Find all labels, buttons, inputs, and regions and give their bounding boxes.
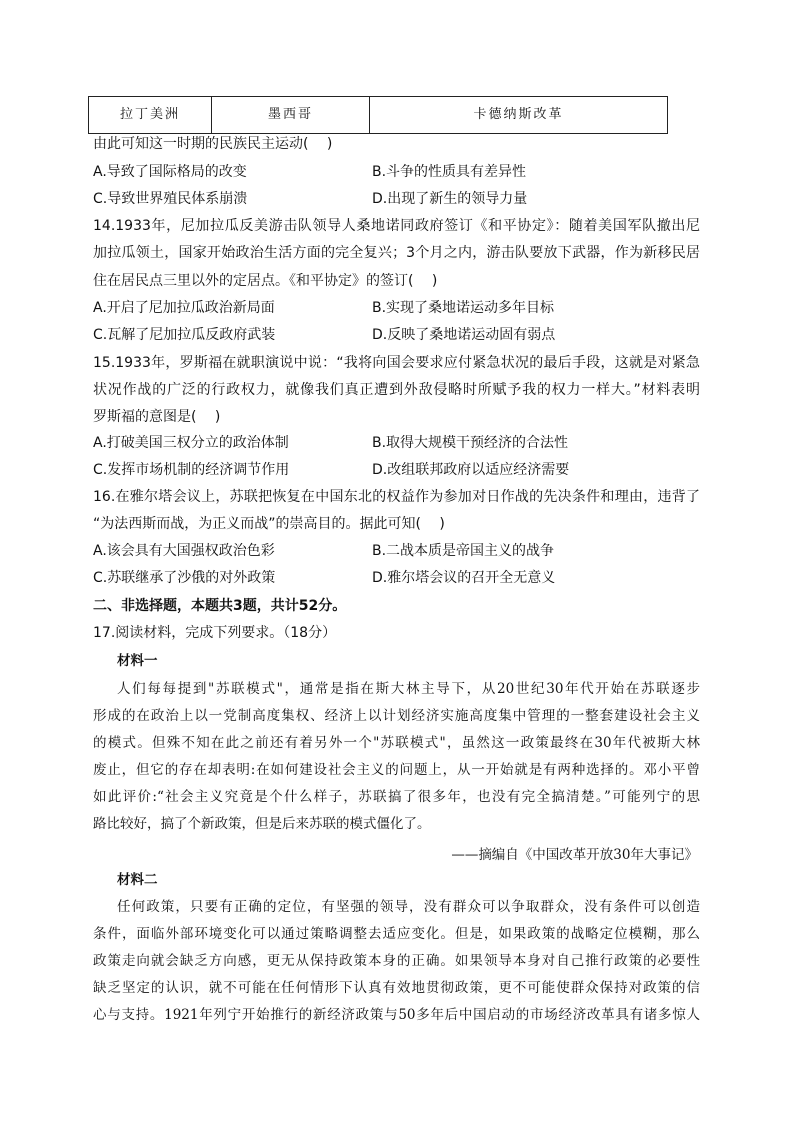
q15-line: 罗斯福的意图是( ) bbox=[93, 409, 221, 425]
table-cell: 卡德纳斯改革 bbox=[370, 97, 668, 134]
q15-option-c: C.发挥市场机制的经济调节作用 bbox=[93, 462, 290, 478]
q13-option-d: D.出现了新生的领导力量 bbox=[372, 191, 528, 207]
q16-option-a: A.该会具有大国强权政治色彩 bbox=[93, 543, 275, 559]
q16-line: 16.在雅尔塔会议上，苏联把恢复在中国东北的权益作为参加对日作战的先决条件和理由，违背了 bbox=[93, 489, 700, 505]
q14-line: 加拉瓜领土，国家开始政治生活方面的完全复兴；3个月之内，游击队要放下武器，作为新移民居 bbox=[93, 245, 700, 261]
region-table bbox=[88, 96, 668, 134]
q15-option-a: A.打破美国三权分立的政治体制 bbox=[93, 435, 289, 451]
table-cell: 拉丁美洲 bbox=[89, 97, 212, 134]
q15-option-d: D.改组联邦政府以适应经济需要 bbox=[372, 462, 570, 478]
table-cell: 墨西哥 bbox=[212, 97, 370, 134]
q14-option-c: C.瓦解了尼加拉瓜反政府武装 bbox=[93, 327, 276, 343]
q14-option-d: D.反映了桑地诺运动固有弱点 bbox=[372, 327, 556, 343]
material1-line: 人们每每提到"苏联模式"，通常是指在斯大林主导下，从20世纪30年代开始在苏联逐步 bbox=[117, 681, 700, 697]
material2-title: 材料二 bbox=[117, 872, 158, 888]
q17-stem: 17.阅读材料，完成下列要求。（18分） bbox=[93, 625, 337, 641]
material2-line: 政策走向就会缺乏方向感，更无从保持政策本身的正确。如果领导本身对自己推行政策的必要性 bbox=[93, 953, 700, 969]
q16-option-d: D.雅尔塔会议的召开全无意义 bbox=[372, 570, 556, 586]
q15-line: 状况作战的广泛的行政权力，就像我们真正遭到外敌侵略时所赋予我的权力一样大。”材料表明 bbox=[93, 382, 700, 398]
q15-line: 15.1933年，罗斯福在就职演说中说：“我将向国会要求应付紧急状况的最后手段，这就是对紧急 bbox=[93, 355, 700, 371]
material1-line: 的模式。但殊不知在此之前还有着另外一个"苏联模式"，虽然这一政策最终在30年代被斯大林 bbox=[93, 735, 700, 751]
q16-option-c: C.苏联继承了沙俄的对外政策 bbox=[93, 570, 276, 586]
q16-line: “为法西斯而战，为正义而战”的崇高目的。据此可知( ) bbox=[93, 516, 445, 532]
material1-source: ——摘编自《中国改革开放30年大事记》 bbox=[451, 847, 698, 863]
material1-title: 材料一 bbox=[117, 653, 158, 669]
material1-line: 形成的在政治上以一党制高度集权、经济上以计划经济实施高度集中管理的一整套建设社会主义 bbox=[93, 708, 700, 724]
material2-line: 条件，面临外部环境变化可以通过策略调整去适应变化。但是，如果政策的战略定位模糊，那么 bbox=[93, 926, 700, 942]
material2-line: 缺乏坚定的认识，就不可能在任何情形下认真有效地贯彻政策，更不可能使群众保持对政策的信 bbox=[93, 980, 700, 996]
material1-line: 废止，但它的存在却表明:在如何建设社会主义的问题上，从一开始就是有两种选择的。邓小平曾 bbox=[93, 762, 700, 778]
material1-line: 路比较好，搞了个新政策，但是后来苏联的模式僵化了。 bbox=[93, 816, 431, 832]
q14-option-a: A.开启了尼加拉瓜政治新局面 bbox=[93, 300, 275, 316]
q14-line: 14.1933年，尼加拉瓜反美游击队领导人桑地诺同政府签订《和平协定》：随着美国军队撤出尼 bbox=[93, 218, 700, 234]
material2-line: 任何政策，只要有正确的定位，有坚强的领导，没有群众可以争取群众，没有条件可以创造 bbox=[117, 899, 700, 915]
q13-option-b: B.斗争的性质具有差异性 bbox=[372, 164, 527, 180]
q13-option-a: A.导致了国际格局的改变 bbox=[93, 164, 247, 180]
q13-stem: 由此可知这一时期的民族民主运动( ) bbox=[93, 136, 333, 152]
q13-option-c: C.导致世界殖民体系崩溃 bbox=[93, 191, 248, 207]
q16-option-b: B.二战本质是帝国主义的战争 bbox=[372, 543, 555, 559]
q14-line: 住在居民点三里以外的定居点。《和平协定》的签订( ) bbox=[93, 273, 438, 289]
q14-option-b: B.实现了桑地诺运动多年目标 bbox=[372, 300, 555, 316]
q15-option-b: B.取得大规模干预经济的合法性 bbox=[372, 435, 569, 451]
material2-line: 心与支持。1921年列宁开始推行的新经济政策与50多年后中国启动的市场经济改革具有诸多惊人 bbox=[93, 1007, 700, 1023]
material1-line: 如此评价:“社会主义究竟是个什么样子，苏联搞了很多年，也没有完全搞清楚。”可能列宁的思 bbox=[93, 789, 700, 805]
section-heading: 二、非选择题，本题共3题，共计52分。 bbox=[93, 598, 347, 614]
